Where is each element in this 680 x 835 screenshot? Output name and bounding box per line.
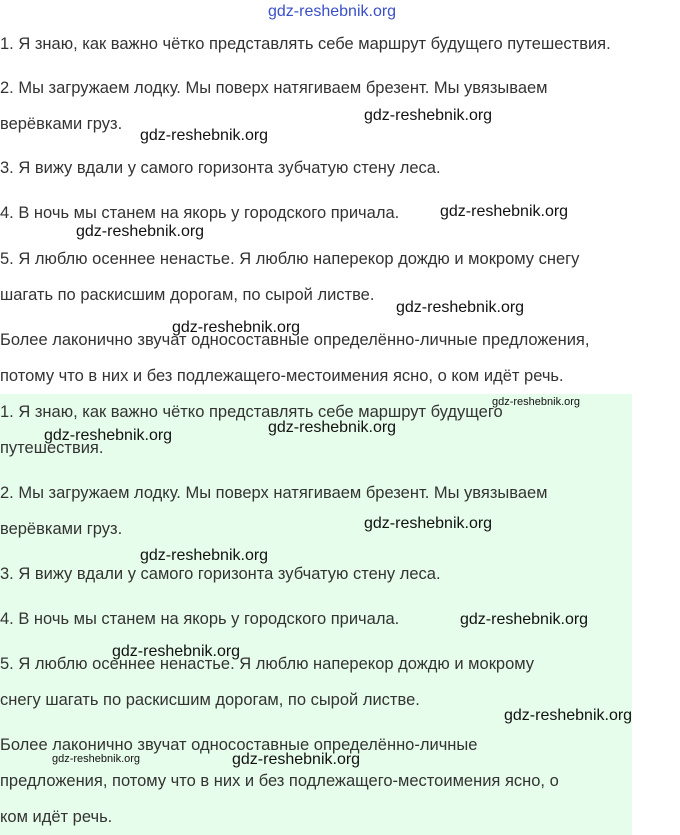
sentence-2-line-1: 2. Мы загружаем лодку. Мы поверх натягиваем брезент. Мы увязываем <box>0 79 548 97</box>
watermark: gdz-reshebnik.org <box>76 223 205 240</box>
watermark: gdz-reshebnik.org <box>364 107 493 124</box>
watermark: gdz-reshebnik.org <box>440 203 569 220</box>
watermark: gdz-reshebnik.org <box>504 707 633 724</box>
answer-sentence-5-line-1: 5. Я люблю осеннее ненастье. Я люблю наперекор дождю и мокрому <box>0 655 535 673</box>
answer-sentence-4: 4. В ночь мы станем на якорь у городского причала. <box>0 610 400 628</box>
answer-sentence-3: 3. Я вижу вдали у самого горизонта зубчатую стену леса. <box>0 565 441 583</box>
watermark: gdz-reshebnik.org <box>364 515 493 532</box>
watermark: gdz-reshebnik.org <box>232 751 361 768</box>
watermark: gdz-reshebnik.org <box>52 753 141 765</box>
answer-conclusion-line-3: ком идёт речь. <box>0 808 113 826</box>
answer-sentence-1-line-2: путешествия. <box>0 439 104 457</box>
watermark: gdz-reshebnik.org <box>396 299 525 316</box>
watermark: gdz-reshebnik.org <box>268 419 397 436</box>
sentence-3: 3. Я вижу вдали у самого горизонта зубчатую стену леса. <box>0 159 441 177</box>
answer-sentence-2-line-1: 2. Мы загружаем лодку. Мы поверх натягиваем брезент. Мы увязываем <box>0 484 548 502</box>
conclusion-line-2: потому что в них и без подлежащего-местоимения ясно, о ком идёт речь. <box>0 367 564 385</box>
sentence-4: 4. В ночь мы станем на якорь у городского причала. <box>0 204 400 222</box>
answer-conclusion-line-1: Более лаконично звучат односоставные определённо-личные <box>0 736 478 754</box>
header-watermark: gdz-reshebnik.org <box>268 3 397 20</box>
sentence-2-line-2: верёвками груз. <box>0 115 123 133</box>
watermark: gdz-reshebnik.org <box>460 611 589 628</box>
watermark: gdz-reshebnik.org <box>140 547 269 564</box>
sentence-1: 1. Я знаю, как важно чётко представлять себе маршрут будущего путешествия. <box>0 35 611 53</box>
sentence-5-line-1: 5. Я люблю осеннее ненастье. Я люблю наперекор дождю и мокрому снегу <box>0 250 580 268</box>
watermark: gdz-reshebnik.org <box>112 643 241 660</box>
watermark: gdz-reshebnik.org <box>44 427 173 444</box>
sentence-5-line-2: шагать по раскисшим дорогам, по сырой листве. <box>0 286 375 304</box>
answer-sentence-2-line-2: верёвками груз. <box>0 520 123 538</box>
watermark: gdz-reshebnik.org <box>492 396 581 408</box>
watermark: gdz-reshebnik.org <box>172 319 301 336</box>
answer-sentence-5-line-2: снегу шагать по раскисшим дорогам, по сырой листве. <box>0 691 420 709</box>
answer-sentence-1-line-1: 1. Я знаю, как важно чётко представлять себе маршрут будущего <box>0 403 503 421</box>
answer-conclusion-line-2: предложения, потому что в них и без подлежащего-местоимения ясно, о <box>0 772 559 790</box>
watermark: gdz-reshebnik.org <box>140 127 269 144</box>
conclusion-line-1: Более лаконично звучат односоставные определённо-личные предложения, <box>0 331 590 349</box>
